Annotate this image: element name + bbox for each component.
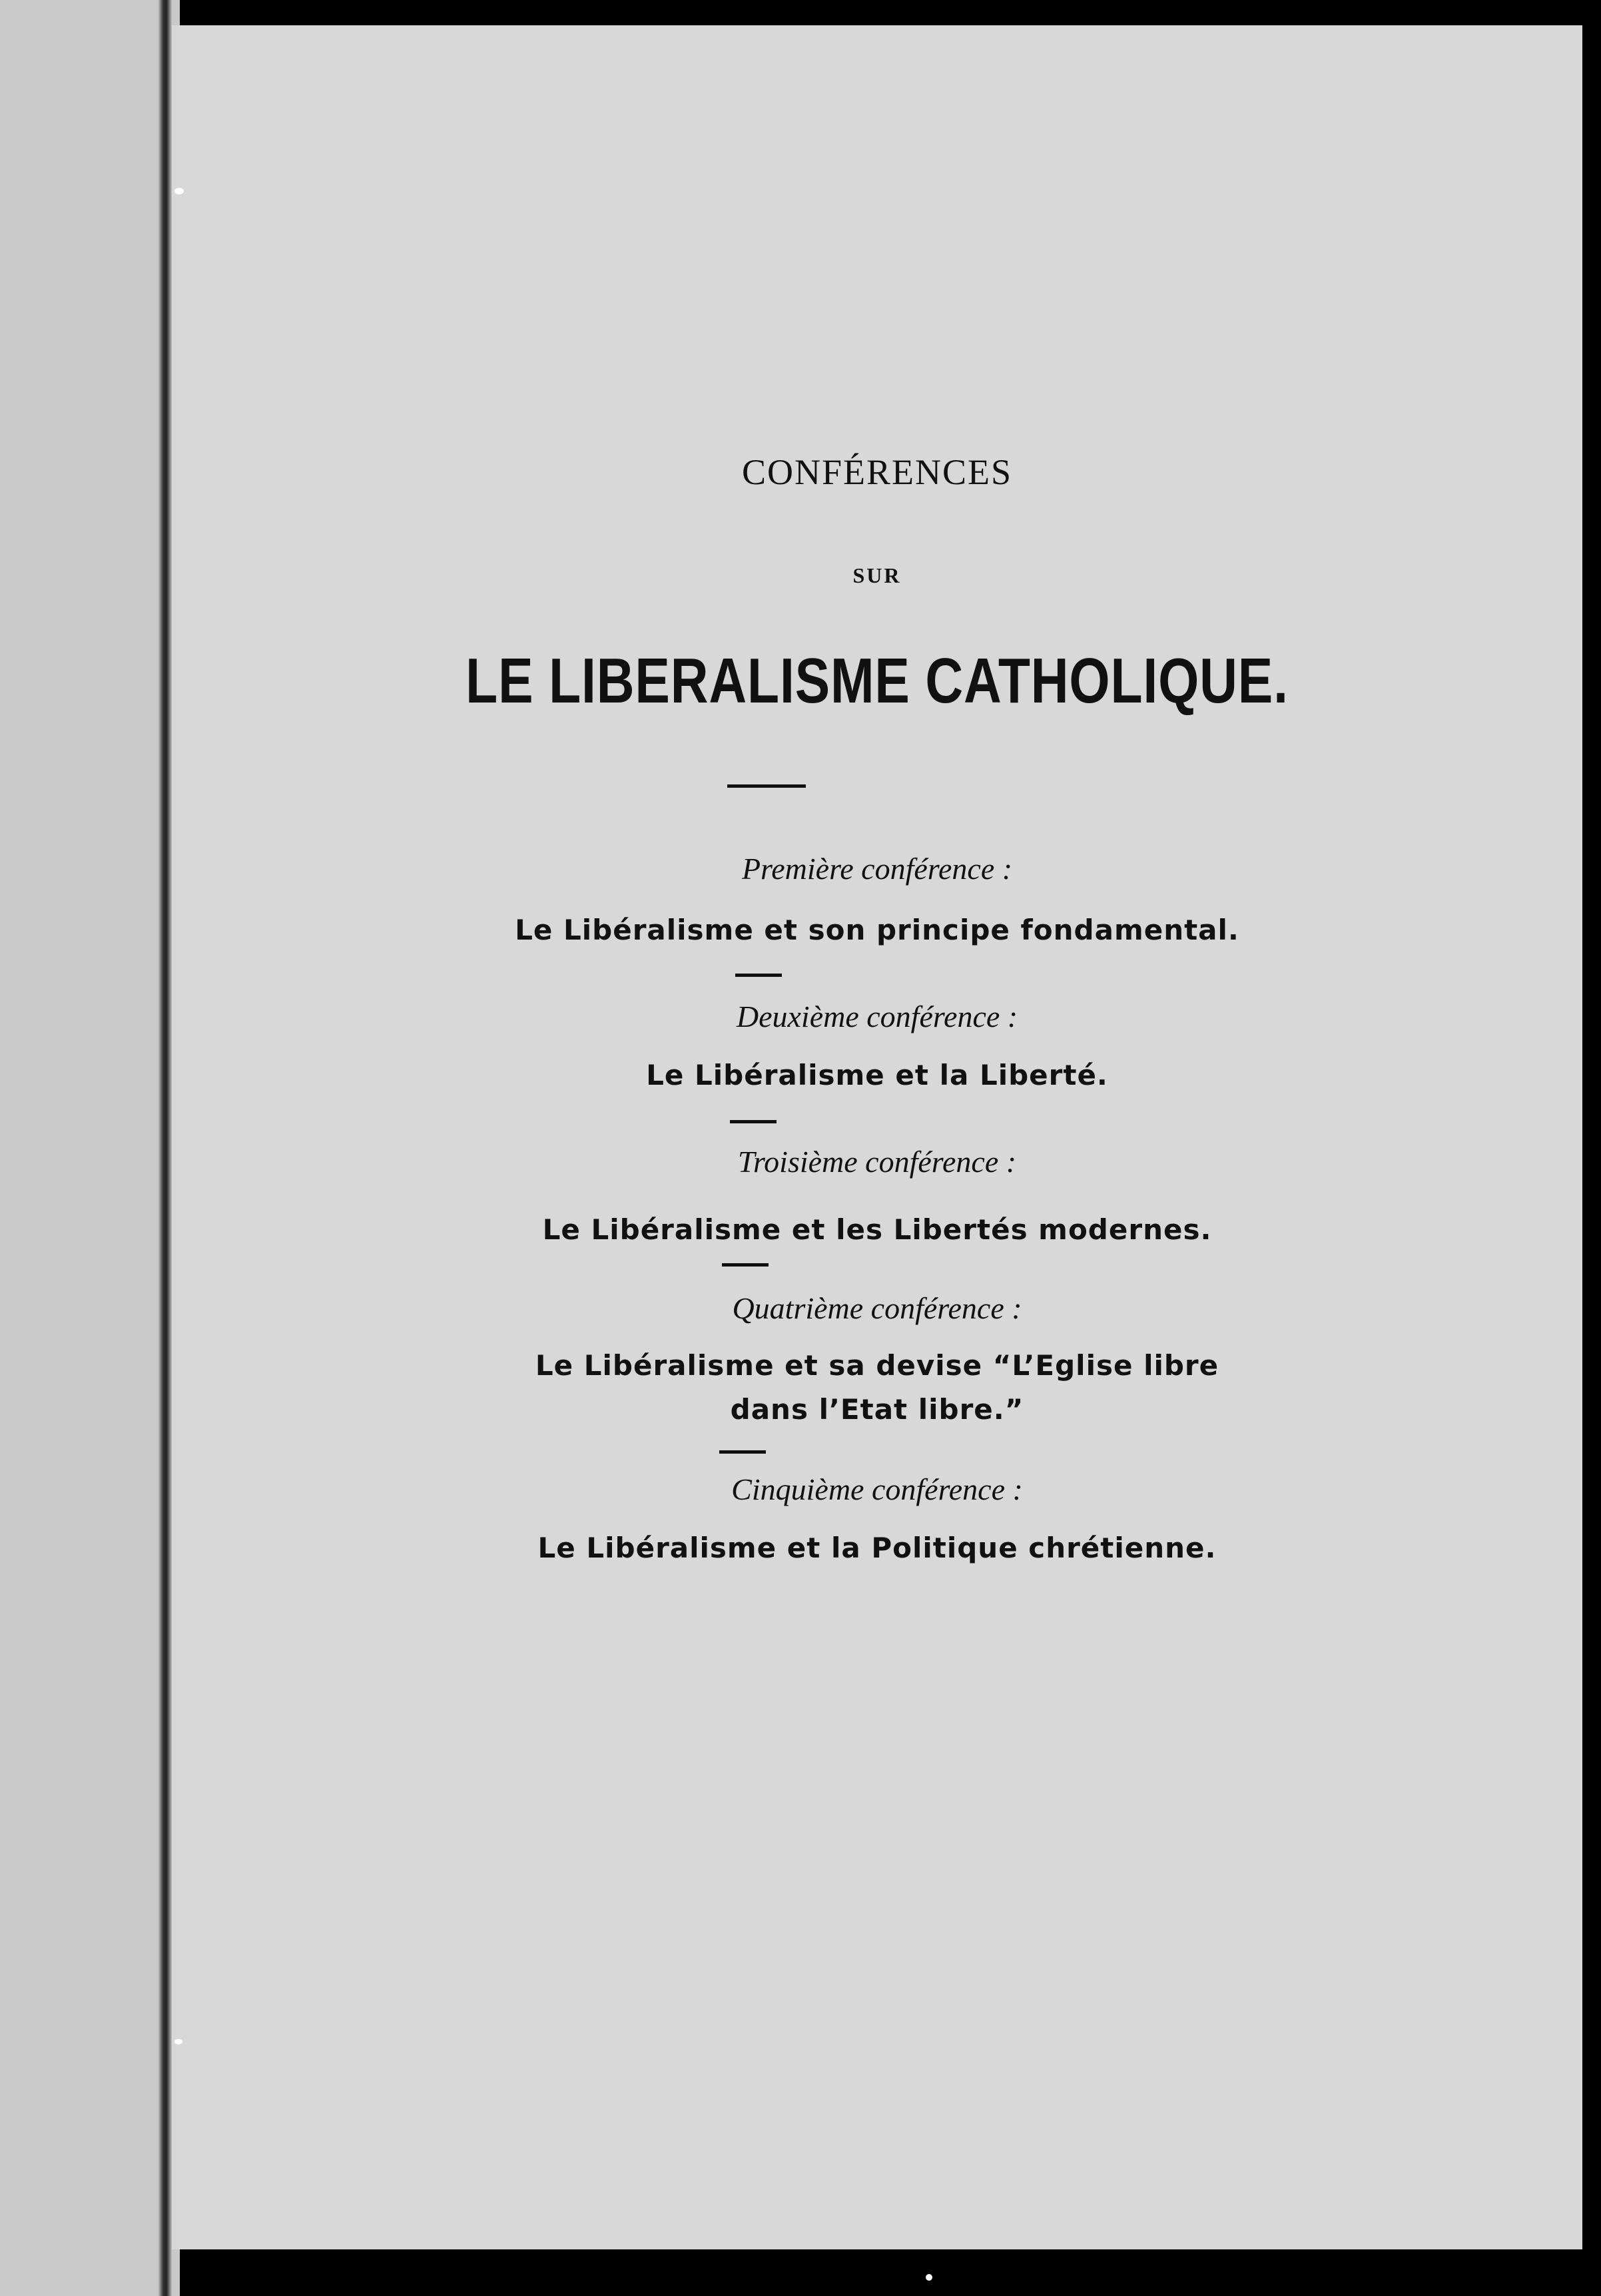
page [172, 25, 1582, 2249]
separator-rule [730, 1120, 777, 1123]
lecture-5-title: Le Libéralisme et la Politique chrétienne. [537, 1532, 1217, 1564]
title-rule [727, 784, 806, 788]
paper-speck [174, 188, 184, 194]
lecture-3-title: Le Libéralisme et les Libertés modernes. [542, 1213, 1212, 1246]
heading-sur: SUR [852, 563, 902, 587]
lecture-4-label: Quatrième conférence : [732, 1291, 1022, 1325]
lecture-4-title-line-2: dans l’Etat libre.” [730, 1393, 1024, 1426]
paper-speck [926, 2274, 932, 2281]
lecture-3-label: Troisième conférence : [737, 1145, 1017, 1179]
paper-speck [174, 2039, 182, 2044]
separator-rule [719, 1450, 766, 1454]
lecture-5-label: Cinquième conférence : [731, 1472, 1023, 1506]
lecture-4-title-line-1: Le Libéralisme et sa devise “L’Eglise libre [535, 1349, 1219, 1382]
page-gutter [159, 0, 172, 2296]
separator-rule [735, 974, 782, 977]
lecture-2-title: Le Libéralisme et la Liberté. [646, 1059, 1108, 1091]
lecture-2-label: Deuxième conférence : [736, 1000, 1018, 1033]
facing-page-edge [0, 0, 180, 2296]
heading-conferences: CONFÉRENCES [741, 452, 1013, 492]
lecture-1-title: Le Libéralisme et son principe fondamental. [515, 914, 1239, 946]
page-title: LE LIBERALISME CATHOLIQUE. [466, 645, 1289, 717]
lecture-1-label: Première conférence : [741, 852, 1013, 886]
separator-rule [722, 1263, 769, 1267]
scan-border [1582, 0, 1601, 2296]
